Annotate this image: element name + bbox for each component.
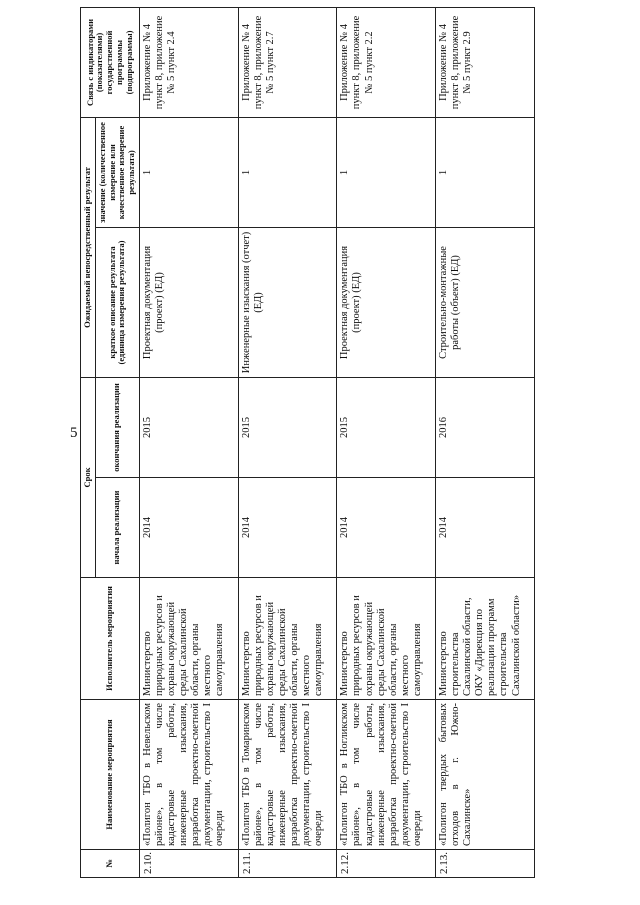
row-value: 1: [337, 117, 436, 227]
table-row: [139, 7, 238, 877]
row-name: «Полигон ТБО в Ногликском районе», в том числе кадастровые работы, инженерные изыскания, разработка проектно-сметной документации, строительство I очереди: [337, 700, 436, 850]
row-value: 1: [238, 117, 337, 227]
row-link: Приложение № 4 пункт 8, приложение № 5 пункт 2.4: [139, 7, 238, 117]
row-executor: Министерство природных ресурсов и охраны окружающей среды Сахалинской области, органы местного самоуправления: [238, 578, 337, 700]
header-term: Срок: [81, 377, 96, 577]
row-start: 2014: [139, 478, 238, 578]
header-start: начала реализации: [95, 478, 139, 578]
row-desc: Проектная документация (проект) (ЕД): [139, 227, 238, 377]
row-executor: Министерство природных ресурсов и охраны окружающей среды Сахалинской области, органы местного самоуправления: [337, 578, 436, 700]
row-desc: Инженерные изыскания (отчет) (ЕД): [238, 227, 337, 377]
row-link: Приложение № 4 пункт 8, приложение № 5 пункт 2.7: [238, 7, 337, 117]
row-executor: Министерство строительства Сахалинской области, ОКУ «Дирекция по реализации программ строительства Сахалинской области»: [436, 578, 535, 700]
row-value: 1: [139, 117, 238, 227]
table-row: [337, 7, 436, 877]
row-end: 2015: [337, 377, 436, 477]
measures-table: [80, 7, 535, 878]
row-start: 2014: [337, 478, 436, 578]
row-end: 2015: [238, 377, 337, 477]
row-executor: Министерство природных ресурсов и охраны окружающей среды Сахалинской области, органы местного самоуправления: [139, 578, 238, 700]
row-end: 2015: [139, 377, 238, 477]
header-link: Связь с индикаторами (показателями) государственной программы (подпрограммы): [81, 7, 140, 117]
header-name: Наименование мероприятия: [81, 700, 140, 850]
row-link: Приложение № 4 пункт 8, приложение № 5 пункт 2.2: [337, 7, 436, 117]
header-expected: Ожидаемый непосредственный результат: [81, 117, 96, 377]
row-num: 2.12.: [337, 850, 436, 878]
header-executor: Исполнитель мероприятия: [81, 578, 140, 700]
header-end: окончания реализации: [95, 377, 139, 477]
header-value: значение (количественное измерение или качественное измерение результата): [95, 117, 139, 227]
row-num: 2.11.: [238, 850, 337, 878]
page-number: 5: [70, 425, 78, 441]
row-start: 2014: [238, 478, 337, 578]
row-start: 2014: [436, 478, 535, 578]
header-desc: краткое описание результата (единица измерения результата): [95, 227, 139, 377]
row-desc: Проектная документация (проект) (ЕД): [337, 227, 436, 377]
row-name: «Полигон ТБО в Томаринском районе», в том числе кадастровые работы, инженерные изыскания, разработка проектно-сметной документации, строительство I очереди: [238, 700, 337, 850]
row-name: «Полигон твердых бытовых отходов в г. Южно-Сахалинске»: [436, 700, 535, 850]
row-num: 2.10.: [139, 850, 238, 878]
row-name: «Полигон ТБО в Невельском районе», в том числе кадастровые работы, инженерные изыскания, разработка проектно-сметной документации, строительство I очереди: [139, 700, 238, 850]
row-end: 2016: [436, 377, 535, 477]
rotated-table-wrapper: [80, 8, 535, 878]
row-link: Приложение № 4 пункт 8, приложение № 5 пункт 2.9: [436, 7, 535, 117]
row-desc: Строительно-монтажные работы (объект) (ЕД): [436, 227, 535, 377]
row-num: 2.13.: [436, 850, 535, 878]
table-row: [238, 7, 337, 877]
row-value: 1: [436, 117, 535, 227]
table-row: [436, 7, 535, 877]
header-num: №: [81, 850, 140, 878]
